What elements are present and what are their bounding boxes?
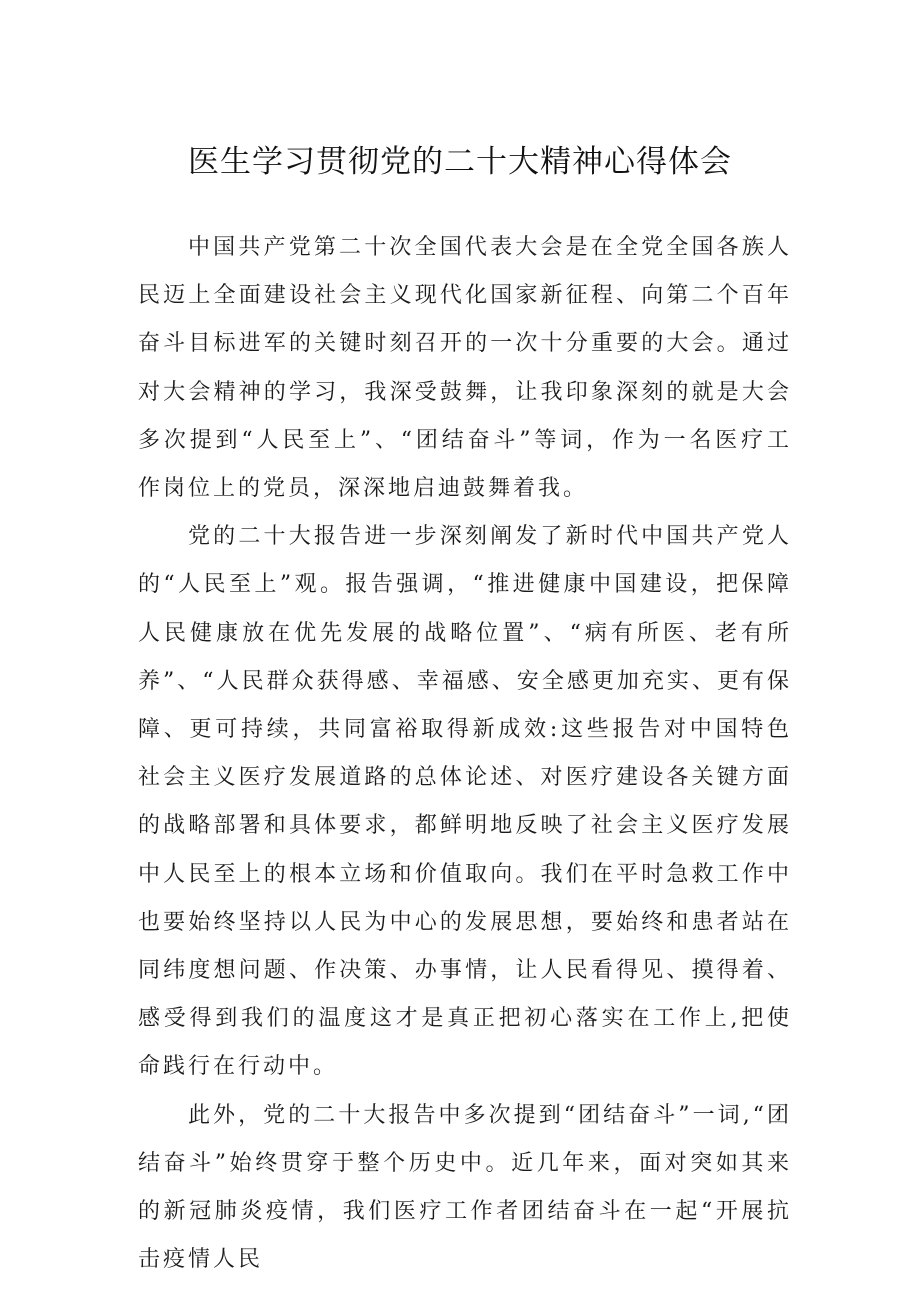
paragraph-2: 党的二十大报告进一步深刻阐发了新时代中国共产党人的“人民至上”观。报告强调，“推进健康中国建设，把保障人民健康放在优先发展的战略位置”、“病有所医、老有所养”、“人民群众获得感、幸福感、安全感更加充实、更有保障、更可持续，共同富裕取得新成效:这些报告对中国特色社会主义医疗发展道路的总体论述、对医疗建设各关键方面的战略部署和具体要求，都鲜明地反映了社会主义医疗发展中人民至上的根本立场和价值取向。我们在平时急救工作中也要始终坚持以人民为中心的发展思想，要始终和患者站在同纬度想问题、作决策、办事情，让人民看得见、摸得着、感受得到我们的温度这才是真正把初心落实在工作上,把使命践行在行动中。 bbox=[138, 524, 792, 1080]
document-body bbox=[138, 224, 792, 1284]
document-title: 医生学习贯彻党的二十大精神心得体会 bbox=[188, 144, 732, 180]
paragraph-1: 中国共产党第二十次全国代表大会是在全党全国各族人民迈上全面建设社会主义现代化国家新征程、向第二个百年奋斗目标进军的关键时刻召开的一次十分重要的大会。通过对大会精神的学习，我深受鼓舞，让我印象深刻的就是大会多次提到“人民至上”、“团结奋斗”等词，作为一名医疗工作岗位上的党员，深深地启迪鼓舞着我。 bbox=[138, 235, 792, 502]
paragraph-3: 此外，党的二十大报告中多次提到“团结奋斗”一词,“团结奋斗”始终贯穿于整个历史中。近几年来，面对突如其来的新冠肺炎疫情，我们医疗工作者团结奋斗在一起“开展抗击疫情人民 bbox=[138, 1102, 792, 1273]
